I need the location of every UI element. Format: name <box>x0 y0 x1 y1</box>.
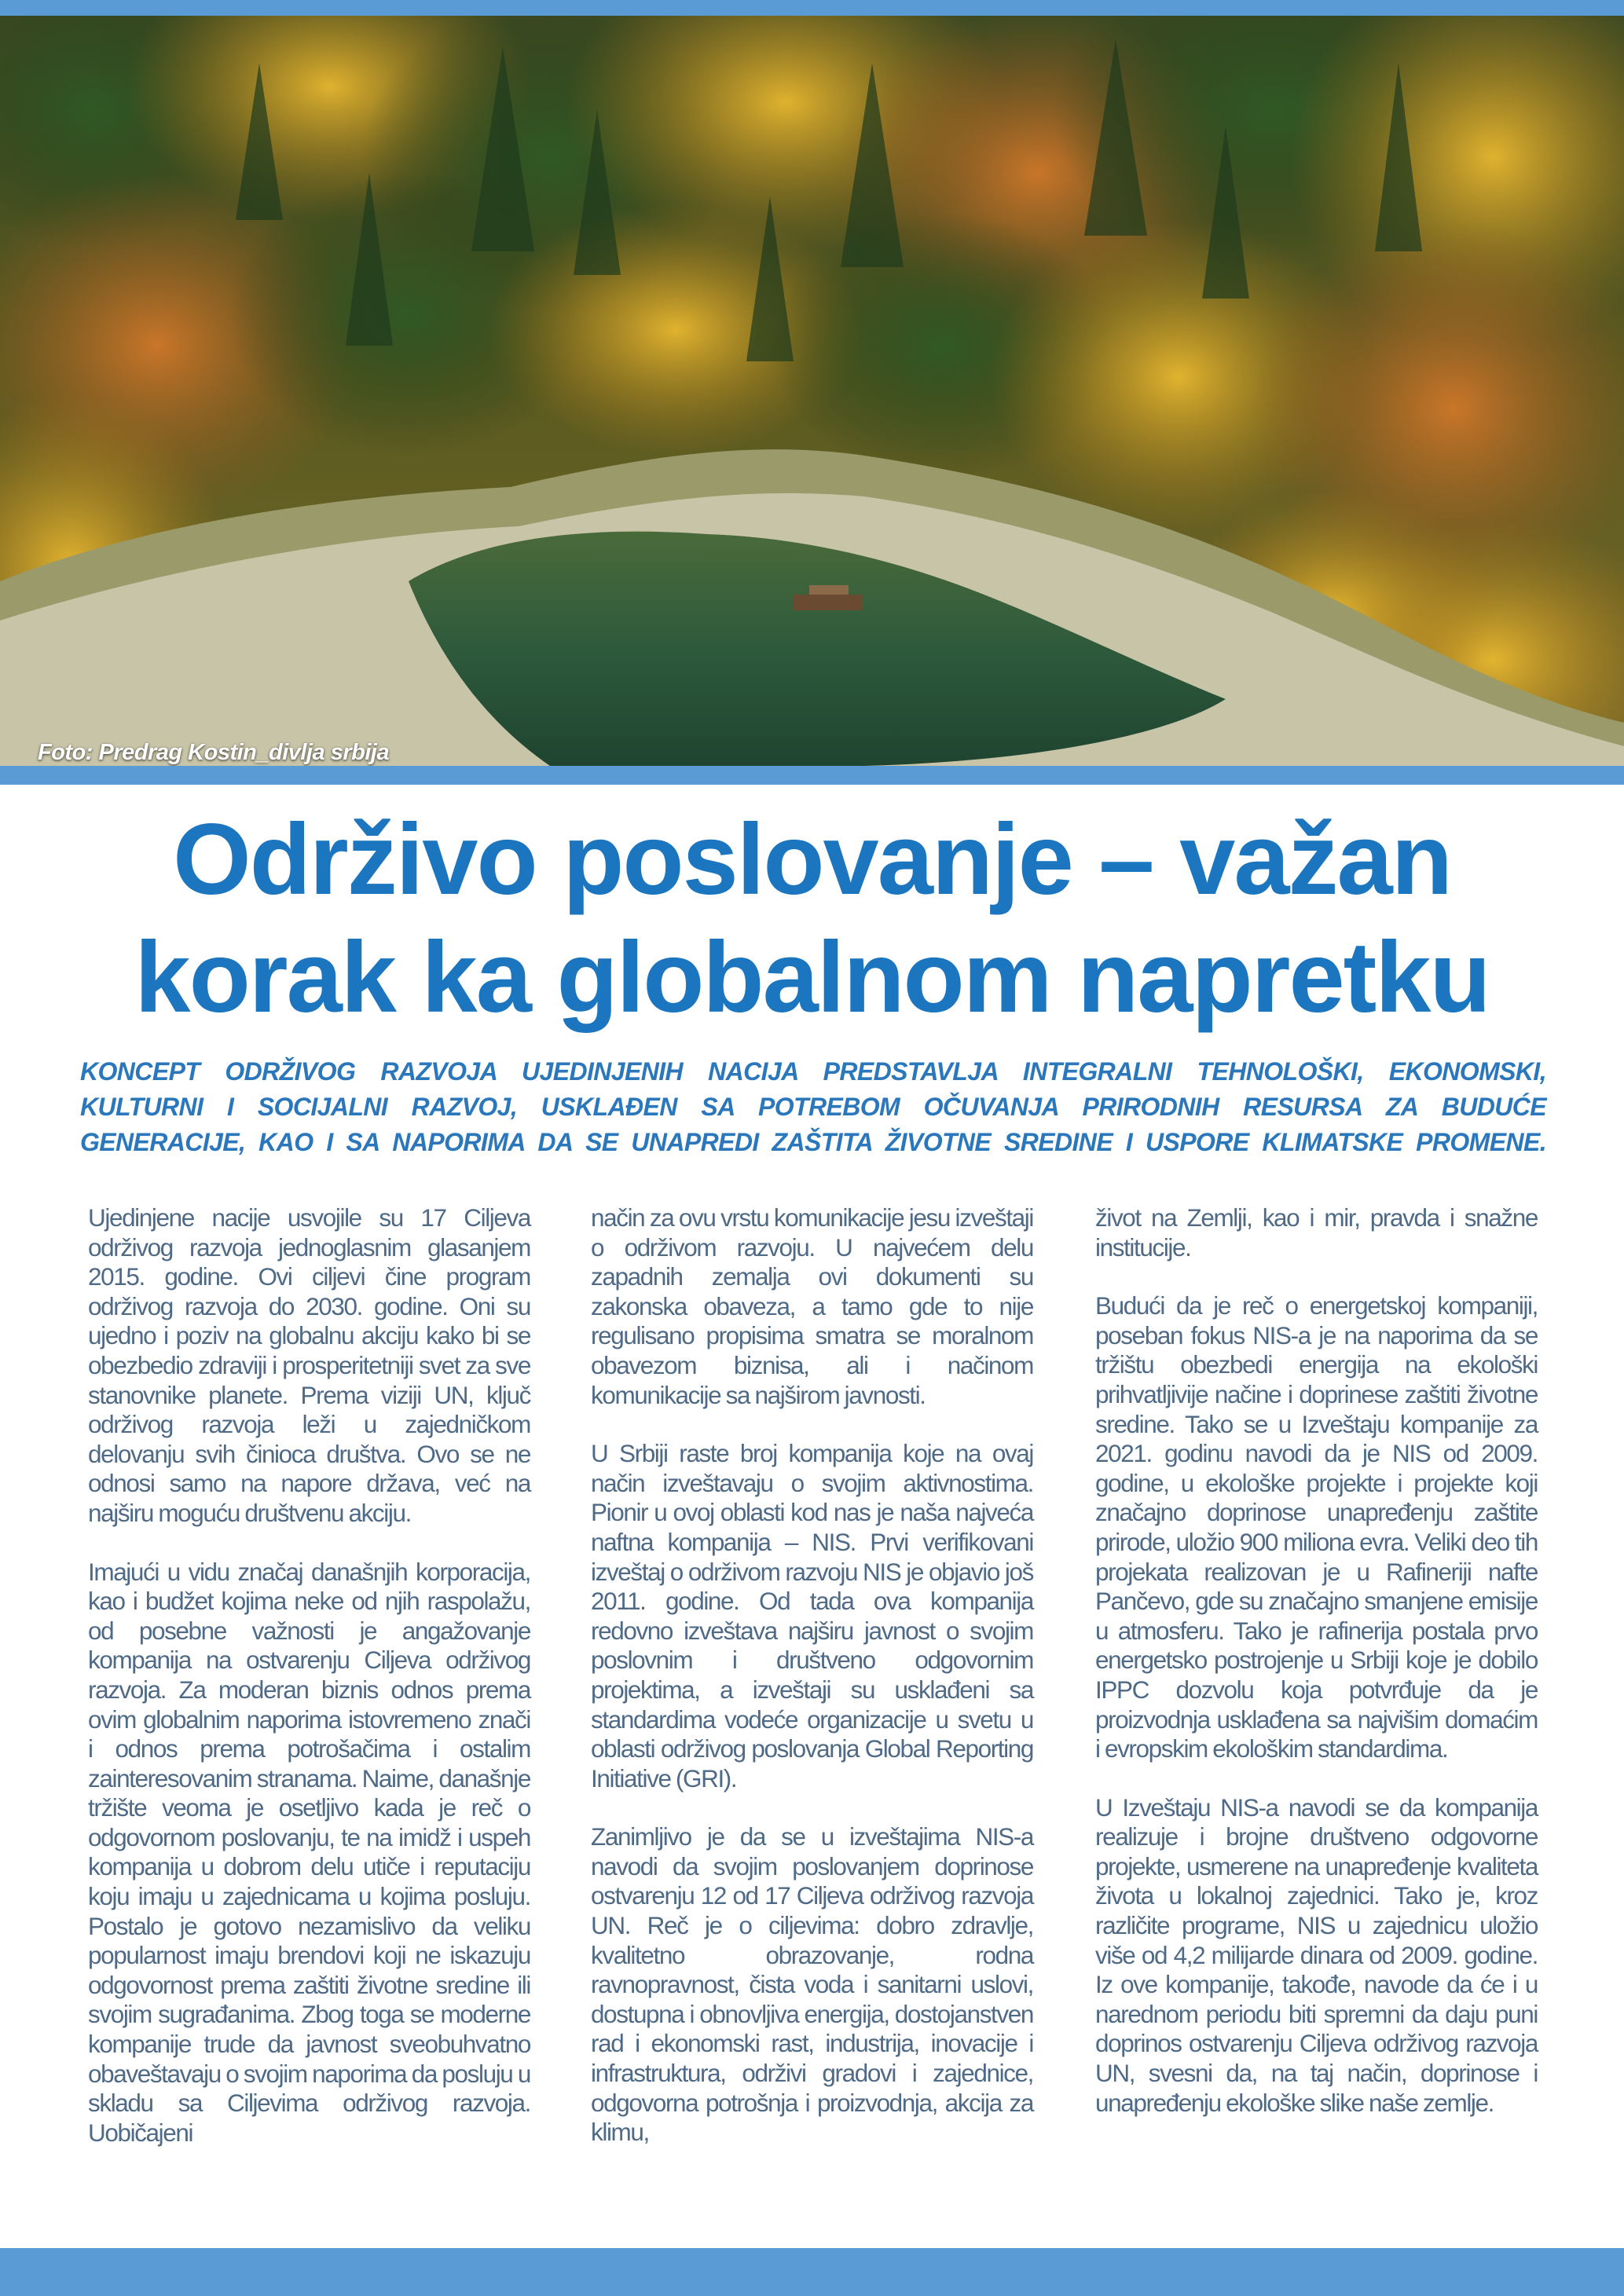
body-paragraph: način za ovu vrstu komunikacije jesu izveštaji o održivom razvoju. U najvećem delu zapadnih zemalja ovi dokumenti su zakonska obaveza, a tamo gde to nije regulisano propisima smatra se moralnom obavezom biznisa, ali i načinom komunikacije sa najširom javnosti. <box>591 1203 1033 1409</box>
body-paragraph: U Izveštaju NIS-a navodi se da kompanija realizuje i brojne društveno odgovorne projekte, usmerene na unapređenje kvaliteta života u lokalnoj zajednici. Tako je, kroz različite programe, NIS u zajednicu uložio više od 4,2 milijarde dinara od 2009. godine. Iz ove kompanije, takođe, navode da će i u narednom periodu biti spremni da daju puni doprinos ostvarenju Ciljeva održivog razvoja UN, svesni da, na taj način, doprinose i unapređenju ekološke slike naše zemlje. <box>1095 1792 1538 2117</box>
title-line-2: korak ka globalnom napretku <box>134 921 1490 1034</box>
body-paragraph: Zanimljivo je da se u izveštajima NIS-a navodi da svojim poslovanjem doprinose ostvarenju 12 od 17 Ciljeva održivog razvoja UN. Reč je o ciljevima: dobro zdravlje, kvalitetno obrazovanje, rodna ravnopravnost, čista voda i sanitarni uslovi, dostupna i obnovljiva energija, dostojanstven rad i ekonomski rast, industrija, inovacije i infrastruktura, održivi gradovi i zajednice, odgovorna potrošnja i proizvodnja, akcija za klimu, <box>591 1822 1033 2147</box>
lead-line-3: GENERACIJE, KAO I SA NAPORIMA DA SE UNAPREDI ZAŠTITA ŽIVOTNE SREDINE I USPORE KLIMATSKE PROMENE. <box>80 1128 1546 1156</box>
body-paragraph: život na Zemlji, kao i mir, pravda i snažne institucije. <box>1095 1203 1538 1262</box>
article-lead <box>80 1054 1546 1160</box>
lead-line-1: KONCEPT ODRŽIVOG RAZVOJA UJEDINJENIH NACIJA PREDSTAVLJA INTEGRALNI TEHNOLOŠKI, EKONOMSKI, <box>80 1057 1546 1086</box>
hero-color-band <box>0 766 1624 785</box>
hero-photo <box>0 16 1624 766</box>
body-paragraph: Ujedinjene nacije usvojile su 17 Ciljeva održivog razvoja jednoglasnim glasanjem 2015. godine. Ovi ciljevi čine program održivog razvoja do 2030. godine. Oni su ujedno i poziv na globalnu akciju kako bi se obezbedio zdraviji i prosperitetniji svet za sve stanovnike planete. Prema viziji UN, ključ održivog razvoja leži u zajedničkom delovanju svih činioca društva. Ovo se ne odnosi samo na napore država, već na najširu moguću društvenu akciju. <box>88 1203 530 1527</box>
article-title <box>47 801 1577 1037</box>
body-paragraph: Budući da je reč o energetskoj kompaniji, poseban fokus NIS-a je na naporima da se tržištu obezbedi energija na ekološki prihvatljivije načine i doprinese zaštiti životne sredine. Tako se u Izveštaju kompanije za 2021. godinu navodi da je NIS od 2009. godine, u ekološke projekte i projekte koji značajno doprinose unapređenju zaštite prirode, uložio 900 miliona evra. Veliki deo tih projekata realizovan je u Rafineriji nafte Pančevo, gde su značajno smanjene emisije u atmosferu. Tako je rafinerija postala prvo energetsko postrojenje u Srbiji koje je dobilo IPPC dozvolu koja potvrđuje da je proizvodnja usklađena sa najvišim domaćim i evropskim ekološkim standardima. <box>1095 1291 1538 1763</box>
lake-forest-illustration <box>0 16 1624 766</box>
body-paragraph: U Srbiji raste broj kompanija koje na ovaj način izveštavaju o svojim aktivnostima. Pionir u ovoj oblasti kod nas je naša najveća naftna kompanija – NIS. Prvi verifikovani izveštaj o održivom razvoju NIS je objavio još 2011. godine. Od tada ova kompanija redovno izveštava najširu javnost o svojim poslovnim i društveno odgovornim projektima, a izveštaji su usklađeni sa standardima vodeće organizacije u svetu u oblasti održivog poslovanja Global Reporting Initiative (GRI). <box>591 1439 1033 1792</box>
photo-credit: Foto: Predrag Kostin_divlja srbija <box>38 740 390 765</box>
top-color-bar <box>0 0 1624 16</box>
text-column-1 <box>88 1203 530 2177</box>
body-paragraph: Imajući u vidu značaj današnjih korporacija, kao i budžet kojima neke od njih raspolažu, od posebne važnosti je angažovanje kompanija na ostvarenju Ciljeva održivog razvoja. Za moderan biznis odnos prema ovim globalnim naporima istovremeno znači i odnos prema potrošačima i ostalim zainteresovanim stranama. Naime, današnje tržište veoma je osetljivo kada je reč o odgovornom poslovanju, te na imidž i uspeh kompanija u dobrom delu utiče i reputaciju koju imaju u zajednicama u kojima posluju. Postalo je gotovo nezamislivo da veliku popularnost imaju brendovi koji ne iskazuju odgovornost prema zaštiti životne sredine ili svojim sugrađanima. Zbog toga se moderne kompanije trude da javnost sveobuhvatno obaveštavaju o svojim naporima da posluju u skladu sa Ciljevima održivog razvoja. Uobičajeni <box>88 1557 530 2147</box>
title-line-1: Održivo poslovanje – važan <box>173 804 1451 916</box>
lead-line-2: KULTURNI I SOCIJALNI RAZVOJ, USKLAĐEN SA POTREBOM OČUVANJA PRIRODNIH RESURSA ZA BUDUĆE <box>80 1093 1546 1121</box>
text-column-2 <box>591 1203 1033 2177</box>
text-column-3 <box>1095 1203 1538 2147</box>
bottom-color-bar <box>0 2248 1624 2296</box>
